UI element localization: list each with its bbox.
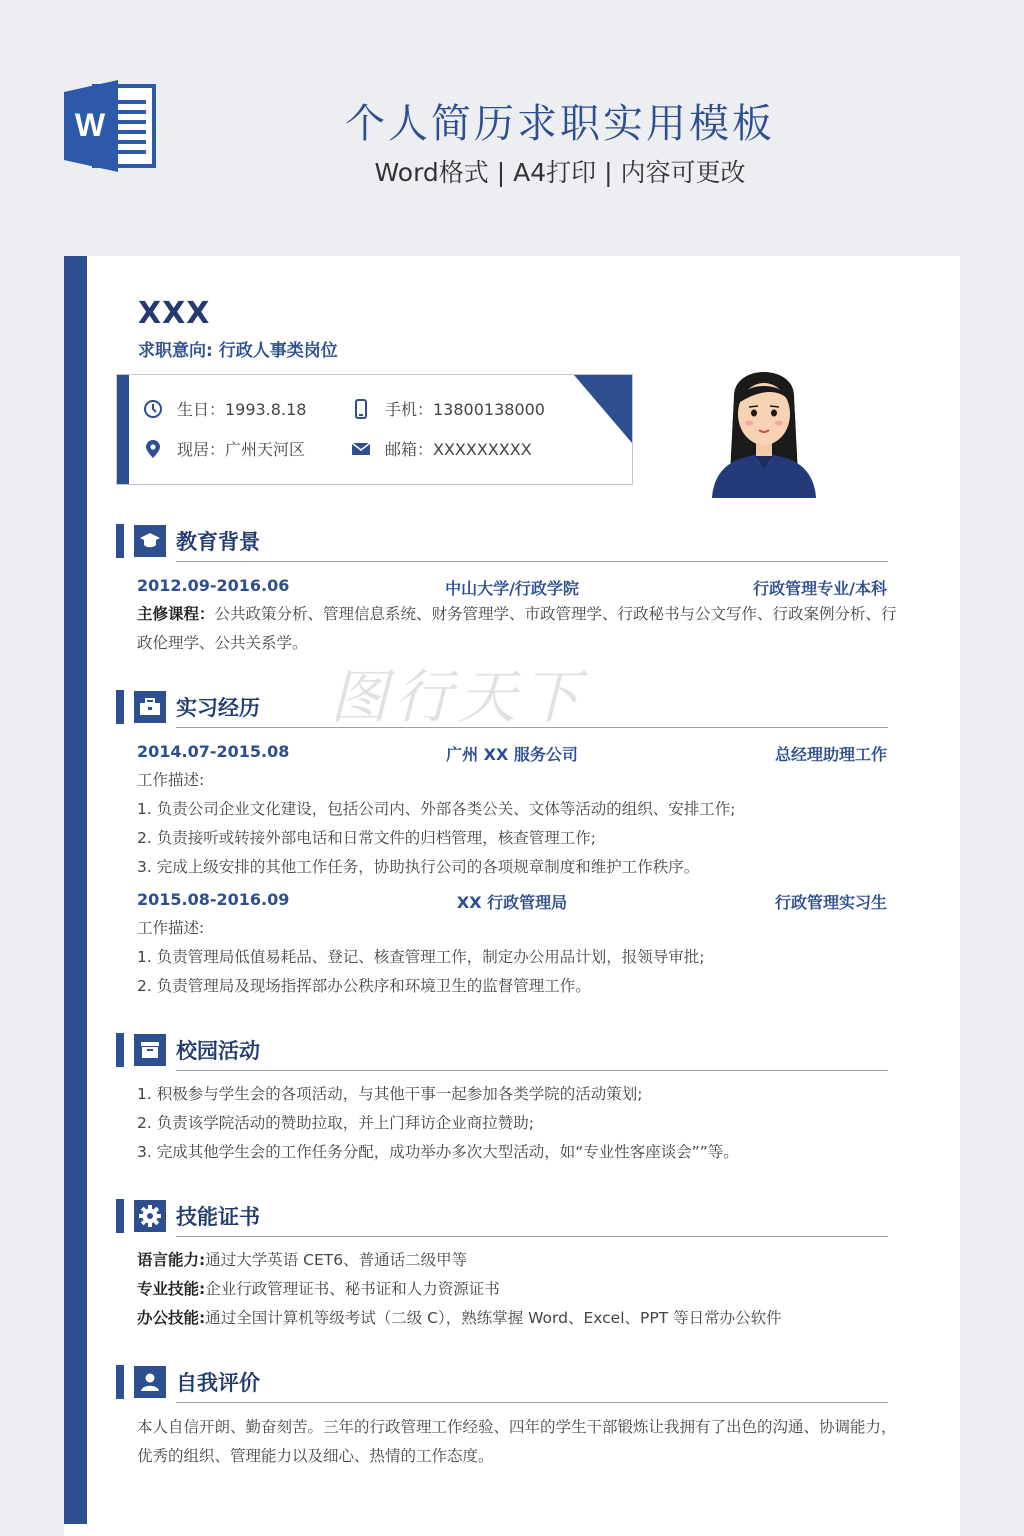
word-logo-icon [64, 80, 158, 172]
campus-list [137, 1080, 897, 1167]
list-item: 语言能力:通过大学英语 CET6、普通话二级甲等 [137, 1251, 468, 1269]
section-campus-header [116, 1033, 888, 1067]
info-residence: 现居：广州天河区 [143, 437, 305, 460]
section-title: 自我评价 [176, 1371, 260, 1395]
phone-icon [351, 399, 371, 419]
contact-info-box [116, 374, 633, 485]
section-skills-header [116, 1199, 888, 1233]
list-item: 专业技能:企业行政管理证书、秘书证和人力资源证书 [137, 1280, 500, 1298]
job-intent: 求职意向: 行政人事类岗位 [138, 341, 338, 361]
page-title: 个人简历求职实用模板 [345, 101, 775, 147]
section-title: 教育背景 [176, 530, 260, 554]
skills-list [137, 1246, 897, 1333]
section-title: 技能证书 [176, 1205, 260, 1229]
archive-box-icon [134, 1034, 166, 1066]
section-title: 校园活动 [176, 1039, 260, 1063]
location-pin-icon [143, 439, 163, 459]
resume-page [64, 256, 960, 1536]
list-item: 1. 负责公司企业文化建设，包括公司内、外部各类公关、文体等活动的组织、安排工作; [137, 800, 736, 818]
education-school: 中山大学/行政学院 [445, 579, 579, 598]
section-title: 实习经历 [176, 696, 260, 720]
list-item: 2. 负责接听或转接外部电话和日常文件的归档管理，核查管理工作; [137, 829, 596, 847]
clock-icon [143, 399, 163, 419]
list-item: 3. 完成其他学生会的工作任务分配，成功举办多次大型活动，如“专业性客座谈会””等。 [137, 1143, 739, 1161]
job-row: 2015.08-2016.09 XX 行政管理局 行政管理实习生 [137, 890, 887, 912]
list-item: 1. 负责管理局低值易耗品、登记、核查管理工作，制定办公用品计划，报领导审批; [137, 948, 705, 966]
list-item: 3. 完成上级安排的其他工作任务，协助执行公司的各项规章制度和维护工作秩序。 [137, 858, 700, 876]
info-birth: 生日：1993.8.18 [143, 397, 306, 420]
mail-icon [351, 439, 371, 459]
avatar [704, 356, 824, 498]
left-accent-bar [64, 256, 87, 1524]
candidate-name: XXX [138, 296, 211, 331]
user-icon [134, 1366, 166, 1398]
list-item: 2. 负责管理局及现场指挥部办公秩序和环境卫生的监督管理工作。 [137, 977, 591, 995]
gear-icon [134, 1200, 166, 1232]
education-period: 2012.09-2016.06 [137, 576, 290, 595]
corner-decoration [574, 375, 632, 443]
list-item: 1. 积极参与学生会的各项活动，与其他干事一起参加各类学院的活动策划; [137, 1085, 643, 1103]
watermark: 图行天下 [330, 663, 587, 731]
list-item: 2. 负责该学院活动的赞助拉取，并上门拜访企业商拉赞助; [137, 1114, 534, 1132]
page-subtitle: Word格式 | A4打印 | 内容可更改 [374, 158, 746, 187]
section-self-eval-header [116, 1365, 888, 1399]
job-description: 工作描述: 1. 负责公司企业文化建设，包括公司内、外部各类公关、文体等活动的组织、安排工作; 2. 负责接听或转接外部电话和日常文件的归档管理，核查管理工作; 3. 完成上级安排的其他工作任务，协助执行公司的各项规章制度和维护工作秩序。 [137, 766, 897, 882]
list-item: 办公技能:通过全国计算机等级考试（二级 C），熟练掌握 Word、Excel、PPT 等日常办公软件 [137, 1309, 782, 1327]
job-description: 工作描述: 1. 负责管理局低值易耗品、登记、核查管理工作，制定办公用品计划，报领导审批; 2. 负责管理局及现场指挥部办公秩序和环境卫生的监督管理工作。 [137, 914, 897, 1001]
self-evaluation-text: 本人自信开朗、勤奋刻苦。三年的行政管理工作经验、四年的学生干部锻炼让我拥有了出色的沟通、协调能力，优秀的组织、管理能力以及细心、热情的工作态度。 [137, 1418, 897, 1465]
job-row: 2014.07-2015.08 广州 XX 服务公司 总经理助理工作 [137, 742, 887, 764]
info-phone: 手机：13800138000 [351, 397, 545, 420]
education-row [137, 576, 887, 598]
svg-text:W: W [74, 107, 106, 143]
graduation-cap-icon [134, 525, 166, 557]
info-email: 邮箱：XXXXXXXXX [351, 437, 532, 460]
education-courses: 主修课程：公共政策分析、管理信息系统、财务管理学、市政管理学、行政秘书与公文写作、行政案例分析、行政伦理学、公共关系学。 [137, 605, 897, 652]
briefcase-icon [134, 691, 166, 723]
section-education-header [116, 524, 888, 558]
education-major: 行政管理专业/本科 [753, 579, 887, 598]
